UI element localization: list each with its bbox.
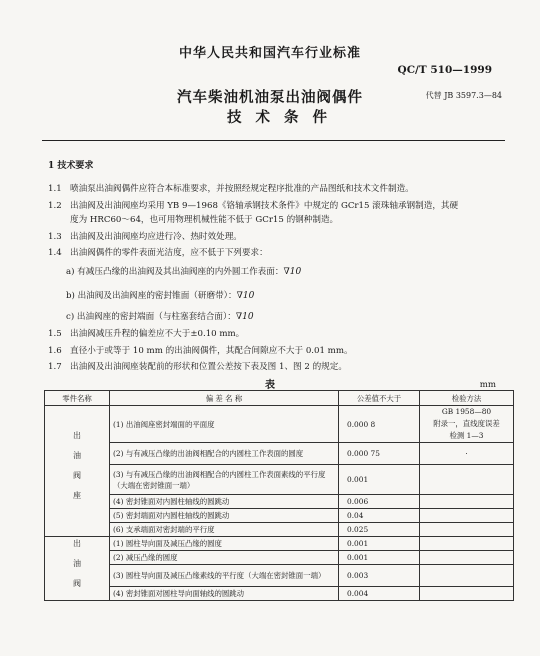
clause-number: 1.2	[48, 201, 62, 211]
method-line: ·	[465, 448, 468, 458]
clause-number: 1.3	[48, 232, 62, 242]
table-row	[45, 565, 514, 587]
table-unit: mm	[479, 380, 496, 390]
clause-number: 1.7	[48, 362, 62, 372]
tolerance-cell: 0.000 75	[339, 443, 420, 465]
clause	[48, 182, 414, 194]
method-cell	[420, 495, 514, 509]
table-row	[45, 509, 514, 523]
clause-number: 1.6	[48, 346, 62, 356]
deviation-cell: (2) 减压凸缘的圆度	[110, 551, 339, 565]
table-row	[45, 495, 514, 509]
header-divider	[42, 140, 505, 141]
roughness-mark: ∇10	[236, 291, 255, 301]
method-cell	[420, 509, 514, 523]
method-cell	[420, 465, 514, 495]
tolerance-cell: 0.001	[339, 537, 420, 551]
method-cell	[420, 523, 514, 537]
clause	[48, 360, 347, 372]
deviation-cell: (1) 出油阀座密封端面的平面度	[110, 406, 339, 443]
table-header-row	[45, 391, 514, 406]
tolerance-cell: 0.006	[339, 495, 420, 509]
part-name-cell: 出油阀	[45, 537, 110, 601]
method-line: GB 1958—80	[441, 407, 492, 416]
table-row	[45, 406, 514, 443]
clause-text: b) 出油阀及出油阀座的密封锥面（研磨带）：	[66, 291, 237, 301]
roughness-mark: ∇10	[283, 267, 302, 277]
clause-text: a) 有减压凸缘的出油阀及其出油阀座的内外圆工作表面：	[66, 267, 284, 277]
deviation-cell: (3) 与有减压凸缘的出油阀相配合的内圆柱工作表面素线的平行度（大端在密封锥面一端）	[110, 465, 339, 495]
table-row	[45, 551, 514, 565]
tolerance-cell: 0.04	[339, 509, 420, 523]
deviation-cell: (1) 圆柱导向面及减压凸缘的圆度	[110, 537, 339, 551]
tolerance-cell: 0.004	[339, 587, 420, 601]
subclause	[66, 310, 254, 322]
tolerance-cell: 0.000 8	[339, 406, 420, 443]
method-cell	[420, 537, 514, 551]
clause-text: 直径小于或等于 10 mm 的出油阀偶件，其配合间隙应不大于 0.01 mm。	[70, 346, 353, 356]
table-row	[45, 465, 514, 495]
clause-text: 出油阀及出油阀座装配前的形状和位置公差按下表及图 1、图 2 的规定。	[70, 362, 347, 372]
clause-text: 出油阀及出油阀座均采用 YB 9—1968《铬轴承钢技术条件》中规定的 GCr15 滚珠轴承钢制造，其硬	[70, 201, 459, 211]
header-tolerance: 公差值不大于	[339, 391, 420, 406]
deviation-cell: (6) 支承端面对密封端的平行度	[110, 523, 339, 537]
deviation-cell: (4) 密封锥面对圆柱导向面轴线的圆跳动	[110, 587, 339, 601]
clause-text: 出油阀及出油阀座均应进行冷、热时效处理。	[70, 232, 242, 242]
table-row	[45, 443, 514, 465]
clause	[48, 230, 242, 242]
standard-number: QC/T 510—1999	[397, 64, 492, 76]
clause-text: 度为 HRC60～64，也可用物理机械性能不低于 GCr15 的钢种制造。	[70, 215, 339, 225]
table-title: 表	[265, 380, 275, 391]
tolerance-cell: 0.001	[339, 551, 420, 565]
section-heading: 1 技术要求	[48, 161, 94, 171]
document-subtitle: 技术条件	[227, 109, 341, 126]
clause-text: c) 出油阀座的密封端面（与柱塞套结合面）：	[66, 312, 236, 322]
table-body	[45, 406, 514, 601]
method-line: 附录一，直线度误差	[433, 419, 500, 428]
table-row	[45, 537, 514, 551]
tolerance-cell: 0.001	[339, 465, 420, 495]
clause-number: 1.5	[48, 329, 62, 339]
header-inspection-method: 检验方法	[420, 391, 514, 406]
replaces-standard: 代替 JB 3597.3—84	[425, 91, 502, 100]
header-deviation-name: 偏 差 名 称	[110, 391, 339, 406]
clause-text: 喷油泵出油阀偶件应符合本标准要求，并按照经规定程序批准的产品图纸和技术文件制造。	[70, 184, 414, 194]
method-cell	[420, 443, 514, 465]
roughness-mark: ∇10	[235, 312, 254, 322]
deviation-cell: (4) 密封锥面对内圆柱轴线的圆跳动	[110, 495, 339, 509]
deviation-cell: (2) 与有减压凸缘的出油阀相配合的内圆柱工作表面的圆度	[110, 443, 339, 465]
method-cell	[420, 406, 514, 443]
subclause	[66, 265, 301, 277]
clause	[48, 327, 244, 339]
deviation-cell: (5) 密封端面对内圆柱轴线的圆跳动	[110, 509, 339, 523]
standard-organization: 中华人民共和国汽车行业标准	[178, 46, 361, 61]
clause	[48, 213, 338, 225]
tolerance-cell: 0.025	[339, 523, 420, 537]
method-line: 检测 1—3	[449, 431, 484, 440]
clause	[48, 199, 458, 211]
method-cell	[420, 587, 514, 601]
table-row	[45, 523, 514, 537]
document-title: 汽车柴油机油泵出油阀偶件	[177, 89, 363, 106]
header-part-name: 零件名称	[45, 391, 110, 406]
tolerance-cell: 0.003	[339, 565, 420, 587]
clause-number: 1.1	[48, 184, 62, 194]
part-name-cell: 出油阀座	[45, 406, 110, 537]
method-cell	[420, 551, 514, 565]
clause-number: 1.4	[48, 248, 62, 258]
method-cell	[420, 565, 514, 587]
clause	[48, 344, 353, 356]
deviation-cell: (3) 圆柱导向面及减压凸缘素线的平行度（大端在密封锥面一端）	[110, 565, 339, 587]
table-row	[45, 587, 514, 601]
tolerance-table	[44, 390, 514, 601]
clause-text: 出油阀偶件的零件表面光洁度，应不低于下列要求：	[70, 248, 268, 258]
clause	[48, 246, 268, 258]
clause-text: 出油阀减压升程的偏差应不大于±0.10 mm。	[70, 329, 245, 339]
subclause	[66, 289, 254, 301]
